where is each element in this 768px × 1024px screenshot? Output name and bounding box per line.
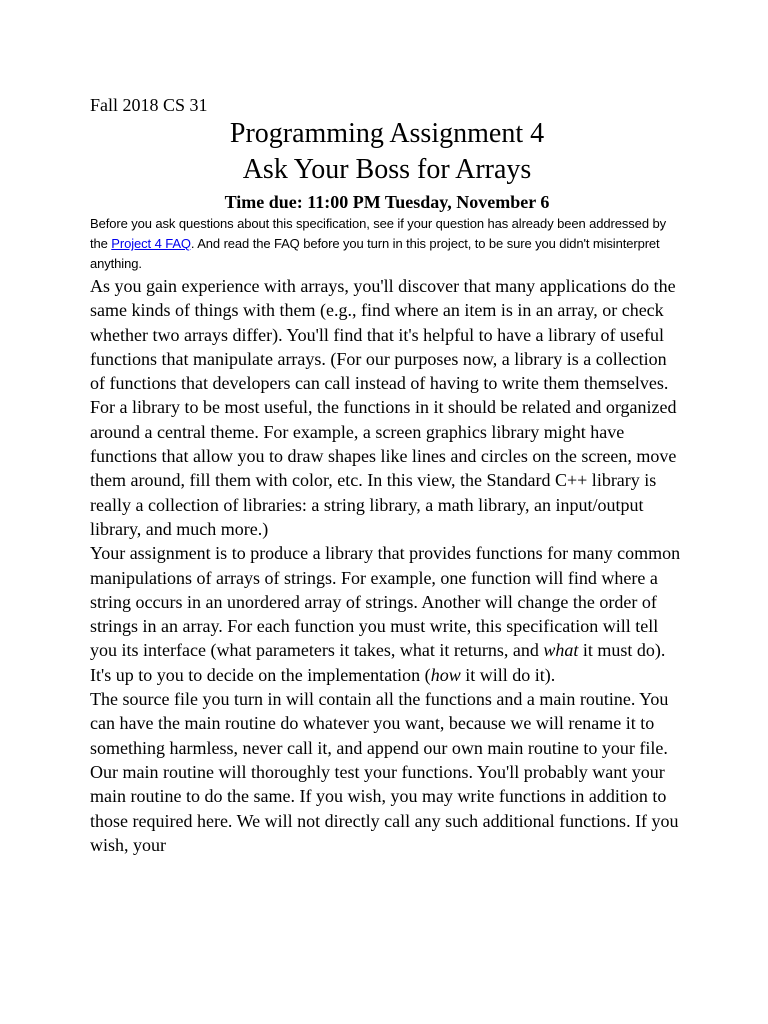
document-page xyxy=(90,94,684,857)
paragraph-assignment xyxy=(90,541,684,687)
paragraph-intro: As you gain experience with arrays, you'll discover that many applications do the same kinds of things with them (e.g., find where an item is in an array, or check whether two arrays differ). You'll find that it's helpful to have a library of useful functions that manipulate arrays. (For our purposes now, a library is a collection of functions that developers can call instead of having to write them themselves. For a library to be most useful, the functions in it should be related and organized around a central theme. For example, a screen graphics library might have functions that allow you to draw shapes like lines and circles on the screen, move them around, fill them with color, etc. In this view, the Standard C++ library is really a collection of libraries: a string library, a math library, an input/output library, and much more.) xyxy=(90,276,677,539)
paragraph-source-file: The source file you turn in will contain all the functions and a main routine. You can have the main routine do whatever you want, because we will rename it to something harmless, never call it, and append our own main routine to your file. Our main routine will thoroughly test your functions. You'll probably want your main routine to do the same. If you wish, you may write functions in addition to those required here. We will not directly call any such additional functions. If you wish, your xyxy=(90,689,679,855)
project-faq-link[interactable]: Project 4 FAQ xyxy=(111,236,191,251)
course-label: Fall 2018 CS 31 xyxy=(90,95,208,115)
paragraph-assignment-text-b: it must do). It's up to you to decide on the implementation ( xyxy=(90,640,666,685)
paragraph-assignment-text-c: it will do it). xyxy=(460,664,556,685)
emphasis-what: what xyxy=(543,640,579,661)
faq-note-text-before: Before you ask questions about this specification, see if your question has already been addressed by the xyxy=(90,216,666,251)
due-date: Time due: 11:00 PM Tuesday, November 6 xyxy=(224,192,550,212)
title-line-1: Programming Assignment 4 xyxy=(229,118,545,149)
paragraph-assignment-text-a: Your assignment is to produce a library that provides functions for many common manipulations of arrays of strings. For example, one function will find where a string occurs in an unordered array of strings. Another will change the order of strings in an array. For each function you must write, this specification will tell you its interface (what parameters it takes, what it returns, and xyxy=(90,543,681,661)
emphasis-how: how xyxy=(430,664,461,685)
faq-note xyxy=(90,214,684,274)
faq-note-text-after: . And read the FAQ before you turn in this project, to be sure you didn't misinterpret anything. xyxy=(90,236,660,271)
title-line-2: Ask Your Boss for Arrays xyxy=(242,154,532,185)
page-title xyxy=(90,116,684,188)
